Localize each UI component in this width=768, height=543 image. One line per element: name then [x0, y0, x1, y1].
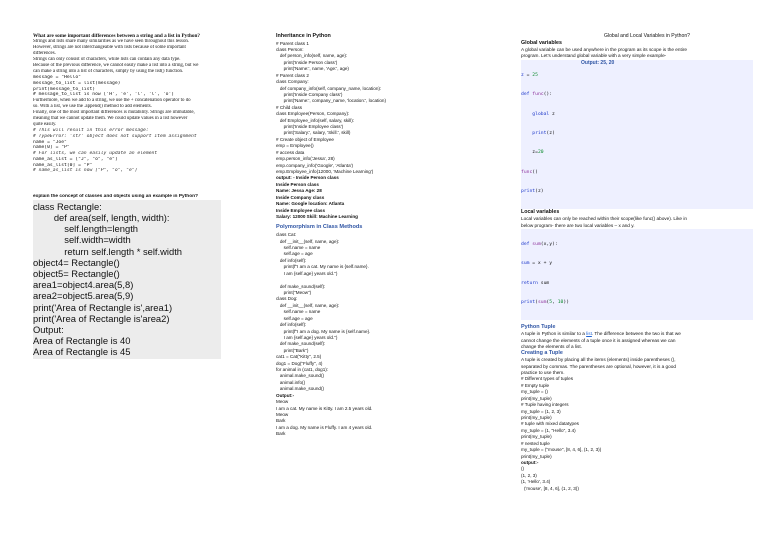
code-comment: # TypeError: 'str' object does not support item assignment: [33, 133, 197, 139]
inheritance-output: [276, 175, 516, 220]
text-line: practice to use them.: [521, 370, 565, 376]
column-strings-lists: [33, 33, 243, 359]
text-line: Furthermore, when we add to a string, we use the + concatenation operator to do: [33, 98, 191, 104]
code-line: my_tuple = (1, 2, 3): [521, 408, 561, 414]
code-line: sum = x + y: [521, 261, 553, 267]
output-line: Bark: [276, 431, 286, 437]
code-line: animal.info(): [276, 379, 306, 385]
code-line: name[0] = "P": [33, 145, 70, 151]
code-line: print(my_tuple): [521, 395, 552, 401]
column-variables-tuples: [521, 33, 753, 492]
code-token: sum: [537, 300, 547, 306]
example-line: Area of Rectangle is 45: [33, 346, 131, 358]
global-paragraph: [521, 47, 753, 60]
code-line: # Child class: [276, 104, 303, 110]
polymorphism-code: [276, 232, 516, 393]
intro-paragraph: [33, 39, 243, 75]
output-line: Inside Company class: [276, 194, 325, 200]
code-token: print: [521, 300, 536, 306]
output-line: Name: Google location: Atlanta: [276, 201, 345, 207]
text-line: Finally, one of the most important differences is mutability. Strings are immutable,: [33, 110, 195, 116]
text-line: Strings can only consist of characters, while lists can contain any data type.: [33, 57, 181, 63]
code-line: print(my_tuple): [521, 453, 552, 459]
code-line: print(message_to_list): [33, 86, 96, 92]
code-line: # Different types of tuples: [521, 376, 574, 382]
code-block-mutability: [33, 128, 243, 174]
code-line: # message_to_list is now ['H', 'e', 'l', 'l', 'o']: [33, 92, 175, 98]
code-line: def company_info(self, company_name, location):: [276, 85, 382, 91]
classes-question-heading: explain the concept of classes and objects using an example in Python?: [33, 193, 199, 199]
output-line: (): [521, 466, 525, 472]
code-line: message = "Hello": [33, 75, 81, 81]
code-line: print('Name:', company_name, 'location:', location): [276, 98, 386, 104]
column-inheritance-polymorphism: [276, 33, 516, 438]
global-output-label: Output: 25, 20: [581, 59, 615, 66]
local-code: [521, 229, 753, 320]
global-code: [521, 60, 753, 209]
example-line: area2=object5.area(5,9): [33, 290, 134, 302]
example-line: self.length=length: [33, 223, 139, 235]
global-variables-heading: Global variables: [521, 39, 562, 46]
text-line: cannot change the elements of a tuple once it is assigned whereas we can: [521, 337, 676, 343]
code-line: def sum(x,y):: [521, 241, 558, 247]
local-paragraph: [521, 216, 753, 229]
code-line: class Cat:: [276, 232, 297, 238]
example-line: object5= Rectangle(): [33, 267, 120, 279]
creating-tuple-paragraph: [521, 357, 753, 376]
code-line: def __init__(self, name, age):: [276, 302, 340, 308]
code-line: print(f"I am a dog. My name is {self.name}.: [276, 328, 371, 334]
code-line: name = "Joe": [33, 139, 67, 145]
text-line: A global variable can be used anywhere in the program as its scope is the entire: [521, 47, 687, 53]
text-line: A tuple is created by placing all the items (elements) inside parentheses (),: [521, 357, 676, 363]
code-line: print("Meow"): [276, 290, 312, 295]
code-line: def make_sound(self):: [276, 341, 326, 347]
code-line: # Empty tuple: [521, 382, 550, 388]
question-heading: What are some important differences between a string and a list in Python?: [33, 33, 200, 39]
example-line: return self.length * self.width: [33, 245, 183, 257]
code-line: # Tuple having integers: [521, 402, 569, 408]
code-line: self.age = age: [276, 315, 313, 321]
creating-tuple-heading: Creating a Tuple: [521, 350, 563, 357]
polymorphism-output-label: Output:-: [276, 392, 295, 398]
code-block-list-conversion: [33, 75, 243, 98]
code-line: my_tuple = (): [521, 389, 548, 395]
code-line: animal.make_sound(): [276, 386, 325, 392]
code-comment: # This will result in this error message:: [33, 128, 149, 134]
code-line: message_to_list = list(message): [33, 80, 121, 86]
polymorphism-heading: Polymorphism in Class Methods: [276, 224, 363, 231]
code-line: my_tuple = (1, "Hello", 3.4): [521, 427, 576, 433]
python-tuple-heading: Python Tuple: [521, 323, 556, 330]
output-line: I am a cat. My name is Kitty. I am 2.5 years old.: [276, 405, 373, 411]
code-line: return sum: [521, 280, 550, 286]
code-line: def person_info(self, name, age):: [276, 53, 348, 59]
code-line: self.age = age: [276, 251, 313, 257]
code-line: print(my_tuple): [521, 415, 552, 421]
code-line: # Parent class 1: [276, 40, 309, 46]
inheritance-heading: Inheritance in Python: [276, 33, 331, 39]
code-token: def: [521, 241, 530, 247]
code-line: print('Salary:', salary, 'Skill:', skill): [276, 130, 351, 136]
tuple-paragraph: [521, 331, 753, 350]
text-line: can make a string into a list of characters, simply by using the list() function.: [33, 69, 184, 75]
example-line: def area(self, length, width):: [33, 212, 170, 224]
code-line: # Parent class 2: [276, 72, 309, 78]
code-line: name_as_list = ["J", "o", "e"]: [33, 156, 118, 162]
example-line: self.width=width: [33, 234, 131, 246]
polymorphism-output: [276, 399, 516, 438]
code-token: z: [521, 72, 524, 78]
output-line: output: - Inside Person class: [276, 175, 339, 181]
code-line: emp.company_info('Google', 'Atlanta'): [276, 162, 354, 168]
example-line: print('Area of Rectangle is'area2): [33, 312, 170, 324]
text-line: Strings and lists share many similarities as we have seen throughout this lesson.: [33, 39, 190, 45]
code-line: def info(self):: [276, 322, 307, 328]
text-line: change the elements of a list.: [521, 344, 582, 350]
rectangle-example-box: [33, 200, 221, 360]
text-line: separated by commas. The parentheses are optional, however, it is a good: [521, 363, 676, 369]
code-line: class Employee(Person, Company):: [276, 111, 350, 117]
code-token: print: [521, 189, 536, 195]
code-line: self.name = name: [276, 309, 321, 315]
global-local-title: Global and Local Variables in Python?: [604, 33, 690, 39]
inheritance-code: [276, 41, 516, 176]
tuple-code: [521, 376, 753, 459]
code-token: sum: [521, 261, 530, 267]
code-comment: # name_as_list is now ["P", "o", "e"]: [33, 168, 138, 174]
code-line: class Company:: [276, 79, 309, 85]
code-line: cat1 = Cat("Kitty", 2.5): [276, 354, 322, 360]
code-line: print('Name:', name, 'Age:', age): [276, 66, 349, 72]
code-token: func: [532, 92, 544, 98]
code-line: print('Inside Employee class'): [276, 124, 344, 130]
list-link[interactable]: list: [586, 331, 592, 337]
example-line: print('Area of Rectangle is',area1): [33, 301, 173, 313]
code-line: def Employee_info(self, salary, skill):: [276, 117, 355, 123]
code-token: def: [521, 92, 530, 98]
example-line: Output:: [33, 323, 64, 335]
code-line: animal.make_sound(): [276, 373, 325, 379]
code-line: def __init__(self, name, age):: [276, 238, 340, 244]
output-line: Meow: [276, 399, 289, 405]
code-line: print(f"I am a cat. My name is {self.name}.: [276, 264, 369, 270]
example-line: object4= Rectangle(): [33, 256, 120, 268]
text-line: program. Let's understand global variable with a very simple example-: [521, 53, 667, 59]
code-line: # access data: [276, 149, 305, 155]
code-line: z = 25: [521, 72, 538, 78]
output-line: Inside Person class: [276, 181, 319, 187]
text-line: differences.: [33, 51, 56, 57]
output-line: Salary: 12000 Skill: Machine Learning: [276, 213, 358, 219]
text-part: A tuple in Python is similar to a: [521, 331, 587, 337]
code-line: # Create object of Employee: [276, 136, 334, 142]
text-line: so. With a list, we use the .append() method to add elements.: [33, 104, 152, 110]
text-line: Local variables can only be reached within their scope(like func() above). Like in: [521, 216, 687, 222]
text-line: meaning that we cannot update them. We could update values in a list however: [33, 116, 188, 122]
spacer: [33, 174, 243, 194]
local-variables-heading: Local variables: [521, 208, 560, 215]
code-line: print('Inside Person class'): [276, 59, 338, 65]
text-line: Because of the previous difference, we cannot easily make a list into a string, but we: [33, 63, 199, 69]
code-line: emp.Employee_info(12000, 'Machine Learning'): [276, 169, 374, 174]
code-line: self.name = name: [276, 245, 321, 251]
code-line: print("Bark"): [276, 347, 309, 353]
output-line: Bark: [276, 418, 286, 424]
code-line: def func():: [521, 92, 553, 98]
code-token: 25: [532, 72, 538, 78]
code-token: func: [521, 169, 533, 175]
text-line: below program- there are two local variables – x and y.: [521, 222, 635, 228]
code-token: return: [521, 280, 538, 286]
code-line: dog1 = Dog("Fluffy", 4): [276, 360, 323, 366]
example-line: Area of Rectangle is 40: [33, 335, 131, 347]
code-line: # nested tuple: [521, 440, 550, 446]
code-line: z=20: [521, 150, 544, 156]
code-line: func(): [521, 169, 538, 175]
code-token: 20: [537, 150, 544, 156]
example-line: area1=object4.area(5,8): [33, 279, 134, 291]
output-line: ('mouse', [8, 4, 6], (1, 2, 3)): [524, 485, 579, 491]
output-line: Inside Employee class: [276, 207, 326, 213]
example-line: class Rectangle:: [33, 200, 102, 212]
output-line: Name: Jessa Age: 28: [276, 188, 322, 194]
code-token: 10: [557, 300, 564, 306]
code-token: 5: [549, 300, 553, 306]
code-line: # tuple with mixed datatypes: [521, 421, 579, 427]
code-line: print(z): [532, 131, 555, 137]
tuple-output: [521, 466, 753, 492]
code-line: def make_sound(self):: [276, 283, 326, 289]
code-comment: # For lists, we can easily update an element: [33, 151, 158, 157]
code-token: sum: [532, 241, 541, 247]
text-line: quite easily.: [33, 122, 57, 128]
code-line: print(z): [521, 189, 544, 195]
code-line: print('Inside Company class'): [276, 91, 343, 97]
code-line: my_tuple = ("mouse", [8, 4, 6], (1, 2, 3)): [521, 447, 602, 453]
code-line: emp.person_info('Jessa', 28): [276, 156, 335, 162]
code-line: class Dog:: [276, 296, 298, 302]
code-line: def info(self):: [276, 257, 307, 263]
output-line: (1, 2, 3): [521, 472, 537, 478]
code-line: print(my_tuple): [521, 434, 552, 440]
code-line: for animal in (cat1, dog1):: [276, 367, 329, 373]
code-line: I am {self.age} years old."): [276, 270, 338, 276]
code-line: class Person:: [276, 46, 304, 52]
code-line: print(sum(5, 10)): [521, 300, 570, 306]
code-token: print: [532, 131, 547, 137]
output-line: (1, 'Hello', 3.4): [521, 479, 551, 485]
text-line: However, strings are not interchangeable with lists because of some important: [33, 45, 186, 51]
output-line: Meow: [276, 412, 289, 418]
output-line: I am a dog. My name is Fluffy. I am 4 years old.: [276, 424, 373, 430]
code-line: global z: [532, 111, 555, 117]
global-example: [521, 60, 753, 209]
code-token: global: [532, 111, 550, 117]
text-part: . The difference between the two is that we: [591, 331, 681, 337]
code-line: name_as_list[0] = "P": [33, 162, 93, 168]
code-line: I am {self.age} years old."): [276, 334, 338, 340]
code-line: emp = Employee(): [276, 143, 314, 149]
tuple-output-label: output:-: [521, 459, 539, 465]
mutability-paragraph: [33, 98, 243, 128]
